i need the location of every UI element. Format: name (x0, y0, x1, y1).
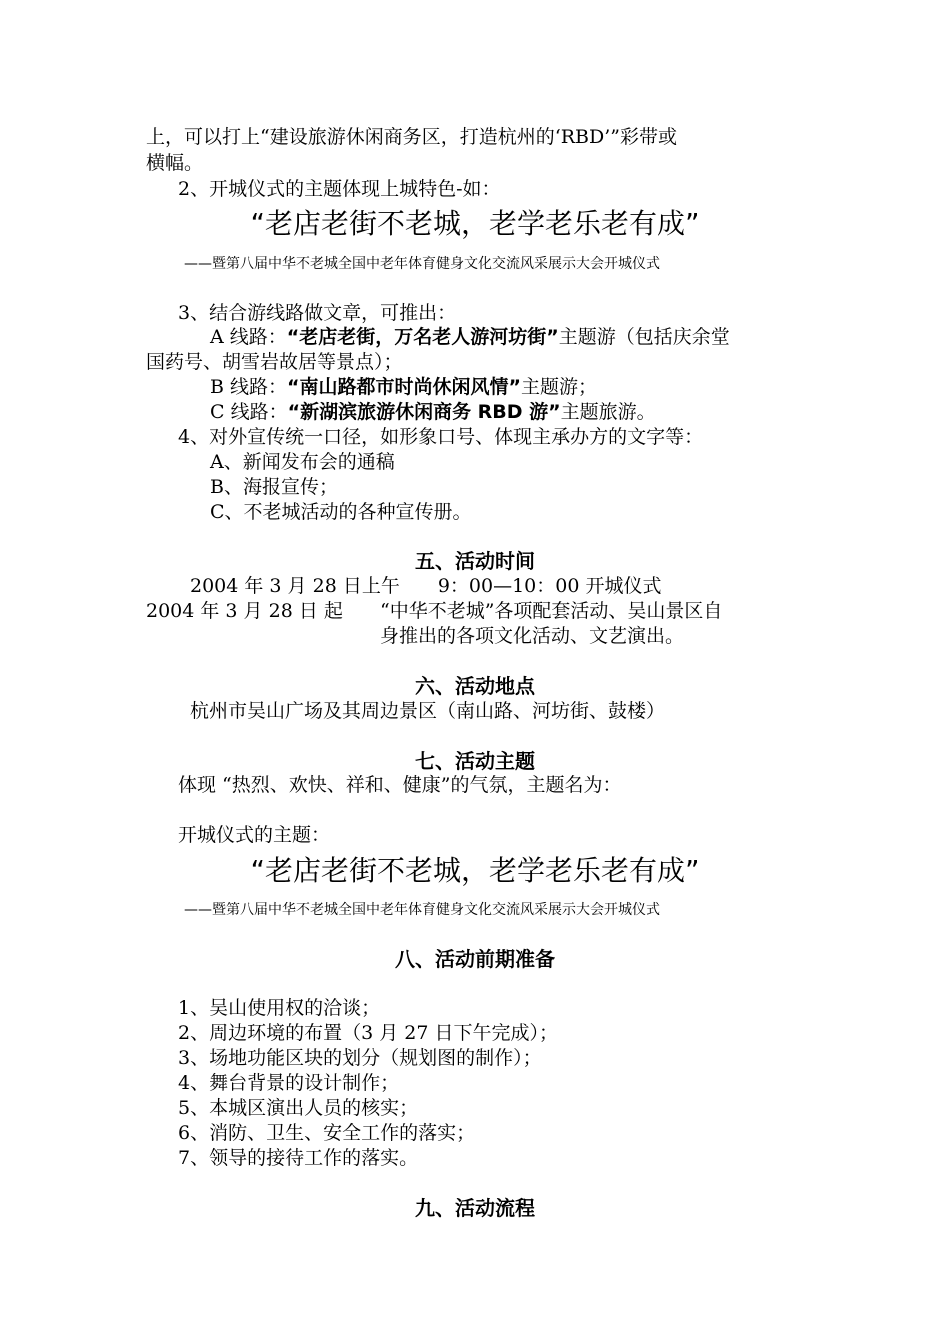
route-b (210, 374, 597, 400)
route-c-suffix: 主题旅游。 (560, 401, 656, 423)
route-a-prefix: A 线路： (210, 326, 287, 348)
section-7-title: 七、活动主题 (415, 749, 535, 773)
section-9-title: 九、活动流程 (415, 1196, 535, 1220)
slogan-main-repeat: “老店老街不老城，老学老乐老有成” (250, 854, 700, 887)
prep-item: 6、消防、卫生、安全工作的落实； (178, 1122, 476, 1144)
route-c (210, 399, 656, 425)
route-b-suffix: 主题游； (521, 376, 598, 398)
route-a-suffix: 主题游（包括庆余堂 (558, 326, 730, 348)
route-b-name: “南山路都市时尚休闲风情” (287, 376, 521, 398)
intro-line-1: 上，可以打上“建设旅游休闲商务区，打造杭州的‘RBD’”彩带或 (146, 126, 678, 148)
publicity-item: A、新闻发布会的通稿 (210, 451, 395, 473)
time-row-2-date: 2004 年 3 月 28 日 起 (146, 600, 343, 622)
slogan-main: “老店老街不老城，老学老乐老有成” (250, 207, 700, 240)
routes-intro: 3、结合游线路做文章，可推出： (178, 302, 457, 324)
theme-label: 开城仪式的主题： (178, 824, 331, 846)
theme-text: 体现 “热烈、欢快、祥和、健康”的气氛，主题名为： (178, 774, 622, 796)
time-row-2-desc-cont: 身推出的各项文化活动、文艺演出。 (380, 625, 685, 647)
item-2: 2、开城仪式的主题体现上城特色-如： (178, 178, 501, 200)
location-text: 杭州市吴山广场及其周边景区（南山路、河坊街、鼓楼） (190, 700, 666, 722)
time-row-1: 2004 年 3 月 28 日上午 9：00—10：00 开城仪式 (190, 575, 662, 597)
prep-item: 1、吴山使用权的洽谈； (178, 997, 381, 1019)
route-a-cont: 国药号、胡雪岩故居等景点）； (146, 351, 403, 373)
route-c-name: “新湖滨旅游休闲商务 RBD 游” (287, 401, 561, 423)
prep-item: 7、领导的接待工作的落实。 (178, 1147, 419, 1169)
prep-item: 2、周边环境的布置（3 月 27 日下午完成）； (178, 1022, 558, 1044)
section-5-title: 五、活动时间 (415, 549, 535, 573)
route-c-prefix: C 线路： (210, 401, 288, 423)
slogan-sub-repeat: ——暨第八届中华不老城全国中老年体育健身文化交流风采展示大会开城仪式 (184, 902, 660, 918)
route-a-name: “老店老街，万名老人游河坊街” (286, 326, 559, 348)
publicity-intro: 4、对外宣传统一口径，如形象口号、体现主承办方的文字等： (178, 426, 704, 448)
route-a (210, 324, 730, 350)
prep-item: 5、本城区演出人员的核实； (178, 1097, 419, 1119)
publicity-item: C、不老城活动的各种宣传册。 (210, 501, 472, 523)
section-8-title: 八、活动前期准备 (395, 947, 555, 971)
route-b-prefix: B 线路： (210, 376, 288, 398)
section-6-title: 六、活动地点 (415, 674, 535, 698)
prep-item: 4、舞台背景的设计制作； (178, 1072, 400, 1094)
slogan-sub: ——暨第八届中华不老城全国中老年体育健身文化交流风采展示大会开城仪式 (184, 256, 660, 272)
prep-item: 3、场地功能区块的划分（规划图的制作）； (178, 1047, 542, 1069)
intro-line-2: 横幅。 (146, 152, 204, 174)
time-row-2-desc: “中华不老城”各项配套活动、吴山景区自 (380, 600, 723, 622)
publicity-item: B、海报宣传； (210, 476, 338, 498)
